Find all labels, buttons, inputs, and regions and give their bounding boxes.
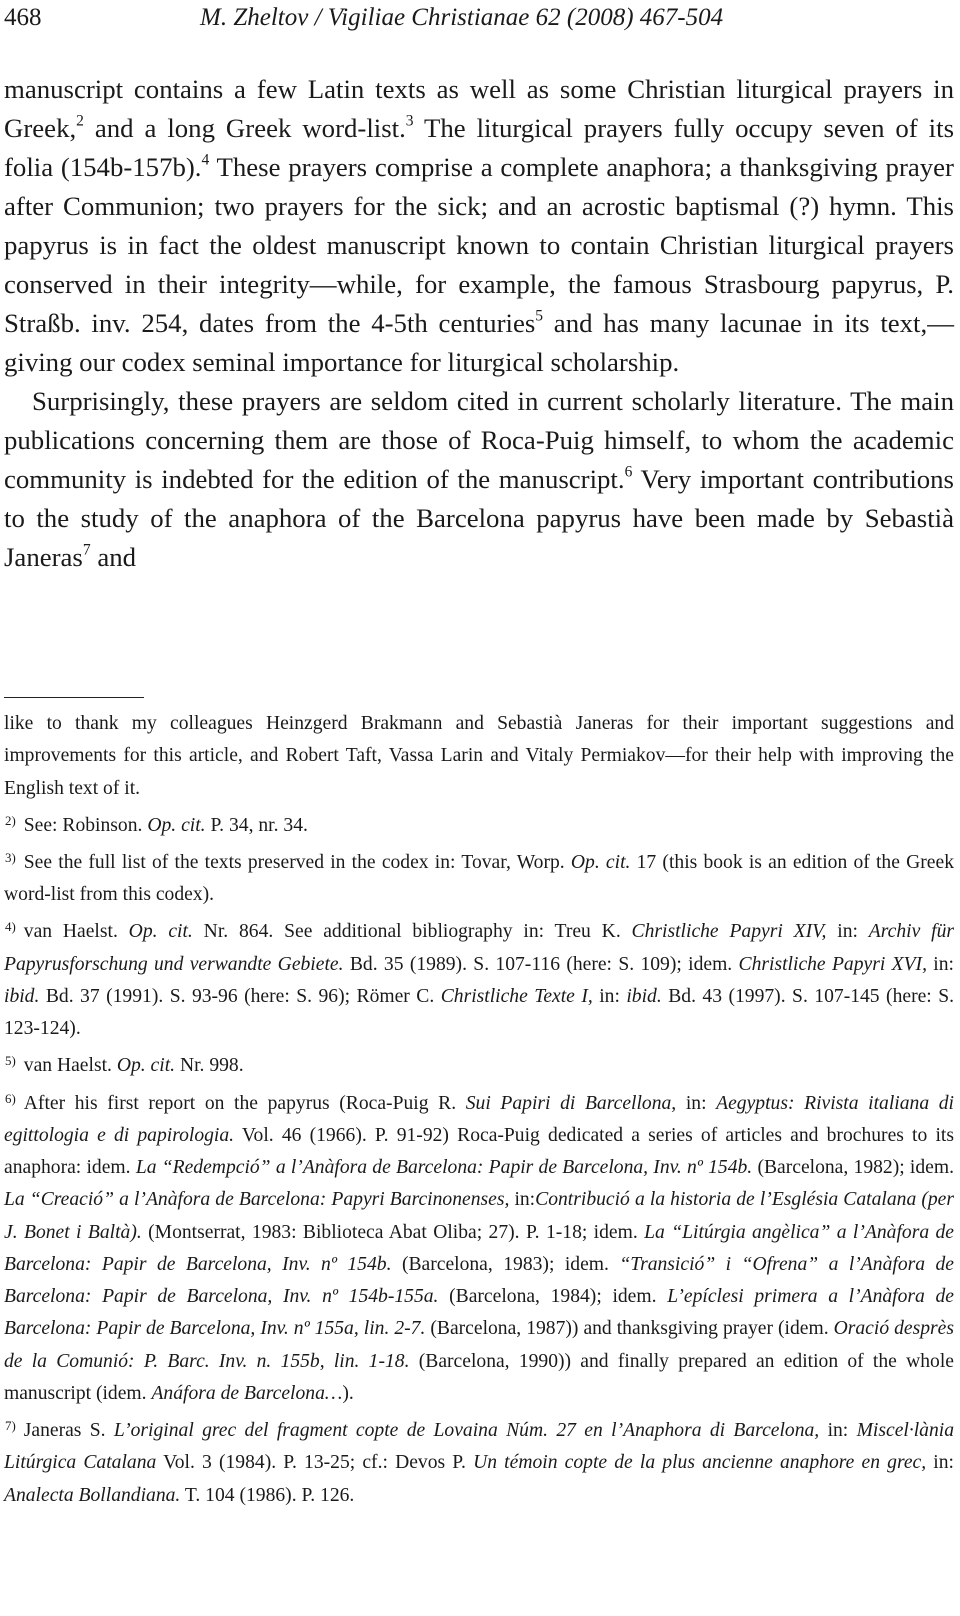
text-run: (Barcelona, 1983); idem. <box>391 1253 620 1275</box>
italic-run: Sui Papiri di Barcellona, <box>465 1092 677 1114</box>
text-run: and <box>90 542 137 572</box>
text-run: in: <box>676 1092 717 1114</box>
text-run: (Barcelona, 1987)) and thanksgiving prayer (idem. <box>425 1318 834 1340</box>
text-run: (Montserrat, 1983: Biblioteca Abat Oliba; 27). P. 1-18; idem. <box>141 1221 645 1243</box>
text-run: and a long Greek word-list. <box>83 113 406 143</box>
footnote-5 <box>4 1045 954 1082</box>
text-run: (Barcelona, 1982); idem. <box>752 1156 954 1178</box>
text-run: Vol. 3 (1984). P. 13-25; cf.: Devos P. <box>156 1452 474 1474</box>
text-run: (Barcelona, 1990)) and finally prepared an edition of the whole manuscript (idem. <box>4 1350 954 1404</box>
footnote-number: 2) <box>5 812 16 828</box>
italic-run: Aegyptus: Rivista italiana di egittologia e di papirologia. <box>4 1092 954 1146</box>
footnote-7 <box>4 1410 954 1512</box>
text-run: See the full list of the texts preserved in the codex in: Tovar, Worp. <box>23 851 571 873</box>
footnote-continued <box>4 708 954 805</box>
text-run: Bd. 35 (1989). S. 107-116 (here: S. 109); idem. <box>343 953 739 975</box>
italic-run: Contribució a la historia de l’Església Catalana (per J. Bonet i Baltà). <box>4 1189 954 1243</box>
running-header <box>0 4 960 36</box>
paragraph <box>4 70 954 382</box>
text-run: in: <box>926 953 954 975</box>
italic-run: “Transició” i “Ofrena” a l’Anàfora de Barcelona: Papir de Barcelona, Inv. nº 154b-155a. <box>4 1253 954 1308</box>
footnotes <box>4 708 954 1512</box>
italic-run: Analecta Bollandiana. <box>4 1484 181 1506</box>
footnote-ref[interactable]: 4 <box>201 151 210 169</box>
italic-run: Op. cit. <box>147 814 206 836</box>
italic-run: Miscel·lània Litúrgica Catalana <box>4 1420 955 1474</box>
italic-run: Un témoin copte de la plus ancienne anaphore en grec, <box>473 1452 927 1474</box>
footnote-number: 5) <box>5 1053 16 1069</box>
italic-run: Archiv für Papyrusforschung und verwandte Gebiete. <box>4 921 954 975</box>
text-run: like to thank my colleagues Heinzgerd Brakmann and Sebastià Janeras for their important suggestions and improvements for this article, and Robert Taft, Vassa Larin and Vitaly Permiakov—for their help with improving the English text of it. <box>4 713 954 799</box>
italic-run: La “Redempció” a l’Anàfora de Barcelona: Papir de Barcelona, Inv. nº 154b. <box>135 1156 753 1178</box>
footnote-ref[interactable]: 5 <box>535 307 544 325</box>
text-run: 17 (this book is an edition of the Greek word-list from this codex). <box>4 851 954 906</box>
footnote-3 <box>4 842 954 911</box>
text-run: After his first report on the papyrus (Roca-Puig R. <box>23 1092 466 1114</box>
text-run: Nr. 864. See additional bibliography in: Treu K. <box>192 921 632 943</box>
italic-run: Op. cit. <box>128 921 193 943</box>
text-run: in: <box>592 985 627 1007</box>
italic-run: Christliche Papyri XVI, <box>738 953 927 975</box>
footnote-4 <box>4 911 954 1045</box>
text-run: and has many lacunae in its text,—giving our codex seminal importance for liturgical scholarship. <box>4 308 954 377</box>
text-run: in: <box>819 1420 857 1442</box>
italic-run: ibid. <box>626 985 662 1007</box>
text-run: van Haelst. <box>23 1055 117 1077</box>
paragraph <box>4 382 954 577</box>
text-run: The liturgical prayers fully occupy seven of its folia (154b-157b). <box>4 113 954 182</box>
text-run: Bd. 43 (1997). S. 107-145 (here: S. 123-124). <box>4 985 954 1040</box>
footnote-ref[interactable]: 6 <box>624 463 633 481</box>
footnote-number: 7) <box>5 1418 16 1434</box>
footnote-ref[interactable]: 2 <box>76 112 84 130</box>
text-run: manuscript contains a few Latin texts as well as some Christian liturgical prayers in Greek, <box>4 74 954 143</box>
footnote-2 <box>4 805 954 842</box>
text-run: in: <box>926 1452 954 1474</box>
page-number: 468 <box>4 4 42 31</box>
text-run: van Haelst. <box>23 921 129 943</box>
footnote-ref[interactable]: 7 <box>82 541 91 559</box>
text-run: Very important contributions to the study of the anaphora of the Barcelona papyrus have been made by Sebastià Janeras <box>4 464 954 572</box>
italic-run: L’original grec del fragment copte de Lovaina Núm. 27 en l’Anaphora di Barcelona, <box>113 1420 820 1442</box>
footnote-number: 4) <box>5 919 16 935</box>
text-run: Bd. 37 (1991). S. 93-96 (here: S. 96); Römer C. <box>39 985 441 1007</box>
text-run: Nr. 998. <box>175 1055 244 1077</box>
text-run: Surprisingly, these prayers are seldom cited in current scholarly literature. The main publications concerning them are those of Roca-Puig himself, to whom the academic community is indebted for the edition of the manuscript. <box>4 386 954 494</box>
text-run: (Barcelona, 1984); idem. <box>438 1286 668 1308</box>
footnote-number: 3) <box>5 850 16 865</box>
italic-run: La “Creació” a l’Anàfora de Barcelona: Papyri Barcinonenses, <box>4 1189 510 1211</box>
text-run: See: Robinson. <box>23 814 148 836</box>
footnote-divider <box>4 697 144 698</box>
text-run: These prayers comprise a complete anaphora; a thanksgiving prayer after Communion; two prayers for the sick; and an acrostic baptismal (?) hymn. This papyrus is in fact the oldest manuscript known to contain Christian liturgical prayers conserved in their integrity—while, for example, the famous Strasbourg papyrus, P. Straßb. inv. 254, dates from the 4-5th centuries <box>4 152 954 338</box>
text-run: Vol. 46 (1966). P. 91-92) Roca-Puig dedicated a series of articles and brochures to its anaphora: idem. <box>4 1124 954 1178</box>
italic-run: Christliche Texte I, <box>440 985 593 1007</box>
text-run: T. 104 (1986). P. 126. <box>180 1484 355 1506</box>
italic-run: Christliche Papyri XIV, <box>631 921 827 943</box>
footnote-ref[interactable]: 3 <box>405 112 414 130</box>
text-run: in: <box>826 921 869 943</box>
italic-run: L’epíclesi primera a l’Anàfora de Barcelona: Papir de Barcelona, Inv. nº 155a, lin. 2-7. <box>4 1286 954 1340</box>
italic-run: Anáfora de Barcelona… <box>151 1383 343 1404</box>
main-text <box>4 70 954 577</box>
text-run: in: <box>509 1189 536 1211</box>
text-run: Janeras S. <box>23 1420 114 1442</box>
running-head: M. Zheltov / Vigiliae Christianae 62 (2008) 467-504 <box>200 4 724 31</box>
footnote-6 <box>4 1083 954 1411</box>
text-run: P. 34, nr. 34. <box>205 814 308 836</box>
footnote-number: 6) <box>5 1090 16 1106</box>
italic-run: Op. cit. <box>116 1055 176 1077</box>
italic-run: Oració desprès de la Comunió: P. Barc. Inv. n. 155b, lin. 1-18. <box>4 1318 954 1372</box>
italic-run: La “Litúrgia angèlica” a l’Anàfora de Barcelona: Papir de Barcelona, Inv. nº 154b. <box>4 1221 954 1275</box>
italic-run: Op. cit. <box>570 851 631 873</box>
italic-run: ibid. <box>4 985 40 1007</box>
text-run: ). <box>342 1383 354 1404</box>
